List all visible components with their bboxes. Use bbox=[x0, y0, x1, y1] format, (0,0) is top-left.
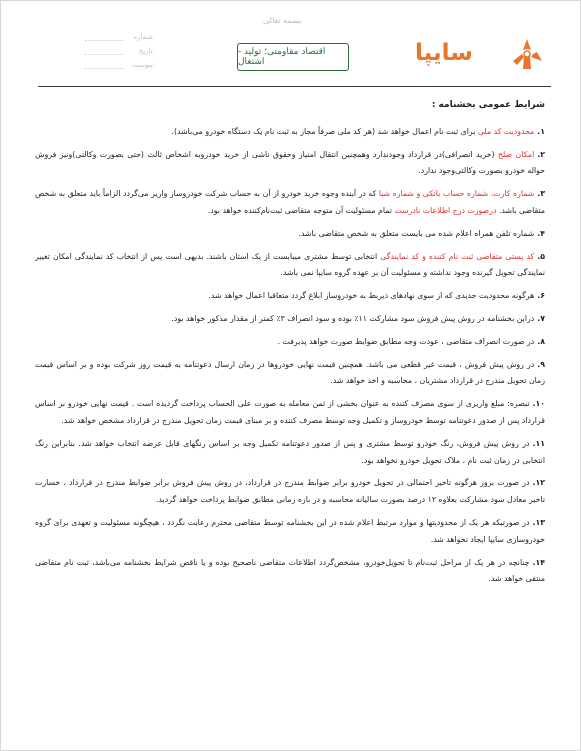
list-item: ۶.هرگونه محدودیت جدیدی که از سوی نهادهای ذیربط به خودروساز ابلاغ گردد متعاقبا اعمال خواهد شد. bbox=[208, 291, 545, 301]
saipa-logo-icon bbox=[509, 37, 545, 71]
meta-attachment: پیوست: bbox=[85, 58, 155, 72]
list-item: ۱۴.چنانچه در هر یک از مراحل ثبت‌نام تا تحویل‌خودرو، مشخص‌گردد اطلاعات متقاضی ناصحیح بوده و یا ناقص شرایط بخشنامه می‌باشد، ثبت نام متقاضی منتفی خواهد شد. bbox=[35, 557, 545, 584]
terms-body bbox=[35, 91, 545, 594]
list-item: ۱۰.تبصره: مبلغ واریزی از سوی مصرف کننده به عنوان بخشی از ثمن معامله به صورت علی الحساب پرداخت گردیده است . قیمت نهایی خودرو بر اساس قرارداد پس از صدور دعوتنامه توسط خودروساز و تکمیل وجه توسط مصرف کننده و بر مبنای قیمت زمان تحویل مندرج در قرارداد مشخص خواهد شد. bbox=[35, 399, 545, 425]
letter-meta bbox=[85, 30, 155, 72]
basmala: بسمه تعالی bbox=[263, 16, 302, 25]
list-item: ۱۱.در روش پیش فروش، رنگ خودرو توسط مشتری و پس از صدور دعوتنامه تکمیل وجه بر اساس رنگهای قابل عرضه انتخاب خواهد شد. بنابراین رنگ انتخابی در زمان ثبت نام ، ملاک تحویل خودرو نخواهد بود. bbox=[35, 438, 545, 465]
list-item: ۱۳.در صورتیکه هر یک از محدودیتها و موارد مرتبط اعلام شده در این بخشنامه توسط متقاضی محترم رعایت نگردد ، هیچگونه مسئولیت و تعهدی برای گروه خودروسازی سایپا ایجاد نخواهد شد. bbox=[35, 517, 545, 544]
logo-text: سایپا bbox=[415, 40, 473, 66]
list-item: ۷.دراین بخشنامه در روش پیش فروش سود مشارکت ۱۱٪ بوده و سود انصراف ۳٪ کمتر از مقدار مذکور خواهد بود. bbox=[171, 313, 545, 323]
saipa-logo bbox=[415, 37, 547, 71]
letterhead bbox=[1, 1, 580, 87]
list-item: ۹.در روش پیش فروش ، قیمت غیر قطعی می باشد. همچنین قیمت نهایی خودروها در زمان ارسال دعوتنامه به قیمت روز شرکت بوده و بر اساس قیمت زمان تحویل مندرج در قرارداد مشتریان ، محاسبه و اخذ خواهد شد. bbox=[35, 359, 545, 386]
slogan-stamp: اقتصاد مقاومتی؛ تولید - اشتغال bbox=[237, 43, 349, 71]
header-divider bbox=[38, 86, 551, 87]
list-item: ۲.امکان صلح (خرید انصرافی)در قرارداد وجودندارد وهمچنین انتقال امتیاز وحقوق ناشی از خرید خودروبه اشخاص ثالث (حتی بصورت وکالتی)ونیز فروش حواله خودرو بصورت وکالتی‌وجود ندارد. bbox=[35, 149, 545, 176]
list-item: ۱.محدودیت کد ملی برای ثبت نام اعمال خواهد شد (هر کد ملی صرفاً مجاز به ثبت نام یک دستگاه خودرو می‌باشد). bbox=[171, 126, 545, 136]
list-item: ۵.کد پستی متقاضی ثبت نام کننده و کد نمایندگی انتخابی توسط مشتری میبایست از یک استان باشند. بدیهی است پس از انتخاب کد نمایندگی امکان تغییر نمایندگی تحویل گیرنده وجود نداشته و مسئولیت آن بر عهده گروه سایپا نمی باشد. bbox=[35, 251, 545, 278]
section-title: شرایط عمومی بخشنامه : bbox=[431, 100, 545, 110]
list-item: ۱۲.در صورت بروز هرگونه تاخیر احتمالی در تحویل خودرو برابر ضوابط مندرج در قرارداد، در روش پیش فروش برابر ضوابط مندرج در قرارداد ، خسارت تاخیر معادل سود مشارکت بعلاوه ۱۲ درصد بصورت سالیانه محاسبه و در بازه زمانی مطابق ضوابط پرداخت خواهد گردید. bbox=[35, 478, 545, 505]
list-item: ۸.در صورت انصراف متقاضی ، عودت وجه مطابق ضوابط صورت خواهد پذیرفت . bbox=[277, 336, 545, 346]
meta-date: تاریخ: bbox=[85, 44, 155, 58]
list-item: ۴.شماره تلفن همراه اعلام شده می بایست متعلق به شخص متقاضی باشد. bbox=[298, 228, 545, 238]
list-item: ۳.شماره کارت، شماره حساب بانکی و شماره شبا که در آینده وجوه خرید خودرو از آن به حساب شرکت خودروساز واریز می‌گردد الزاماً باید متعلق به شخص متقاضی باشد. درصورت درج اطلاعات نادرست تمام مسئولیت آن متوجه متقاضی ثبت‌نام‌کننده خواهد بود. bbox=[35, 189, 545, 215]
meta-number: شماره: bbox=[85, 30, 155, 44]
